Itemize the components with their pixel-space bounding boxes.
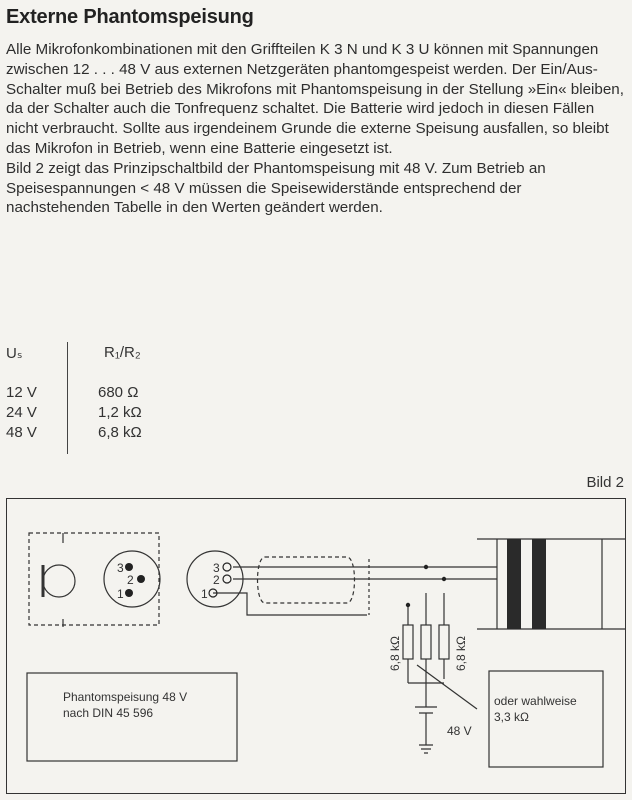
right-pin-label-2: 2 xyxy=(213,573,220,587)
resistor-r1 xyxy=(403,625,413,659)
table-cell-voltage-2: 24 V xyxy=(6,404,37,421)
resistor-label-left: 6,8 kΩ xyxy=(388,636,402,671)
table-cell-resistance-3: 6,8 kΩ xyxy=(98,424,142,441)
transformer-core-left xyxy=(507,539,521,629)
phantom-power-schematic xyxy=(6,498,626,794)
left-pin-1 xyxy=(125,589,133,597)
cable-shield xyxy=(258,557,355,603)
paragraph-intro: Alle Mikrofonkombinationen mit den Griffteilen K 3 N und K 3 U können mit Spannungen zwischen 12 . . . 48 V aus externen Netzgeräten phantomgespeist werden. Der Ein/Aus-Schalter muß bei Betrieb des Mikrofons mit Phantomspeisung in der Stellung »Ein« bleiben, da der Schalter auch die Tonfrequenz schaltet. Die Batterie wird jedoch in diesen Fällen nicht verbraucht. Sollte aus irgendeinem Grunde die externe Speisung ausfallen, so bleibt das Mikrofon in Betrieb, wenn eine Batterie eingesetzt ist. xyxy=(6,41,624,157)
page-title: Externe Phantomspeisung xyxy=(6,6,254,28)
box-left-line2: nach DIN 45 596 xyxy=(63,706,154,720)
table-cell-voltage-1: 12 V xyxy=(6,384,37,401)
left-pin-label-2: 2 xyxy=(127,573,134,587)
wire-pin1 xyxy=(213,593,367,615)
left-pin-label-3: 3 xyxy=(117,561,124,575)
right-pin-2 xyxy=(223,575,231,583)
resistor-r3 xyxy=(439,625,449,659)
right-pin-label-3: 3 xyxy=(213,561,220,575)
left-pin-3 xyxy=(125,563,133,571)
body-text xyxy=(6,40,628,218)
resistor-r2 xyxy=(421,625,431,659)
battery-symbol xyxy=(415,683,437,745)
paragraph-figure-ref: Bild 2 zeigt das Prinzipschaltbild der Phantomspeisung mit 48 V. Zum Betrieb an Speisespannungen < 48 V müssen die Speisewiderstände entsprechend der nachstehenden Tabelle in den Werten geändert werden. xyxy=(6,159,546,217)
table-cell-voltage-3: 48 V xyxy=(6,424,37,441)
table-cell-resistance-1: 680 Ω xyxy=(98,384,139,401)
junction-dot-2 xyxy=(424,565,428,569)
box-right-line1: oder wahlweise xyxy=(494,694,577,708)
right-pin-label-1: 1 xyxy=(201,587,208,601)
left-pin-2 xyxy=(137,575,145,583)
table-divider xyxy=(67,342,68,454)
box-left-line1: Phantomspeisung 48 V xyxy=(63,690,188,704)
figure-caption: Bild 2 xyxy=(586,474,624,491)
resistor-table xyxy=(6,342,166,454)
transformer-core-right xyxy=(532,539,546,629)
junction-dot-3 xyxy=(442,577,446,581)
resistor-label-right: 6,8 kΩ xyxy=(454,636,468,671)
schematic-drawing xyxy=(7,499,625,793)
table-cell-resistance-2: 1,2 kΩ xyxy=(98,404,142,421)
table-header-resistance: R₁/R₂ xyxy=(104,344,141,361)
ground-icon xyxy=(419,745,433,753)
table-header-voltage: Uₛ xyxy=(6,345,23,362)
supply-voltage-label: 48 V xyxy=(447,724,472,738)
box-right-line2: 3,3 kΩ xyxy=(494,710,529,724)
microphone-capsule-icon xyxy=(43,565,75,597)
left-pin-label-1: 1 xyxy=(117,587,124,601)
junction-dot xyxy=(406,603,410,607)
right-pin-3 xyxy=(223,563,231,571)
